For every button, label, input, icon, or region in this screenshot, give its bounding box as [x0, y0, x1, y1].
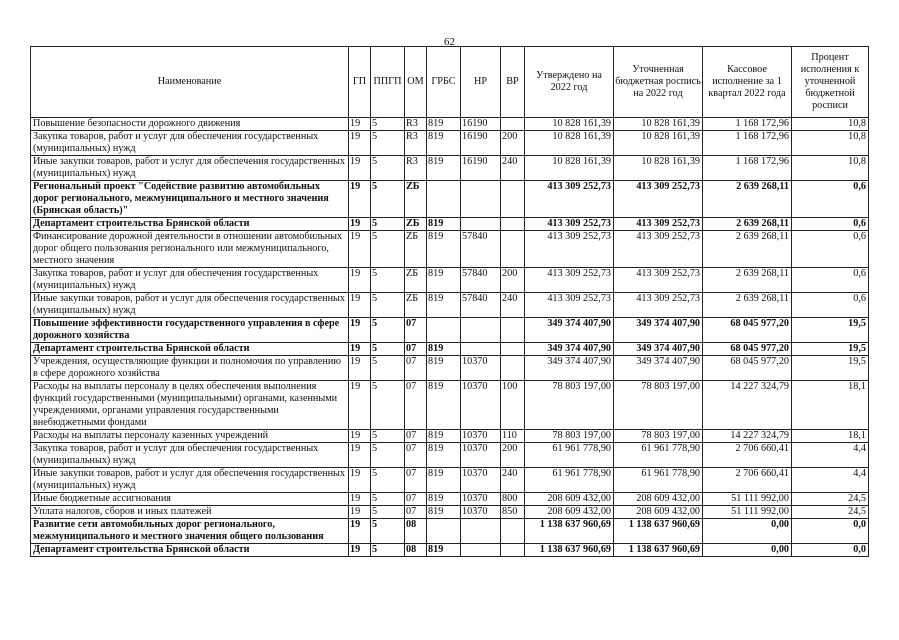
- page-number: 62: [444, 36, 455, 48]
- cell-om: 07: [405, 343, 427, 356]
- cell-vr: [501, 544, 525, 557]
- cell-ppgp: 5: [371, 430, 405, 443]
- cell-gp: 19: [349, 468, 371, 493]
- cell-refined: 413 309 252,73: [614, 218, 703, 231]
- cell-grbs: 819: [427, 493, 461, 506]
- cell-name: Расходы на выплаты персоналу в целях обеспечения выполнения функций государственными (муниципальными) органами, казенными учреждениями, органами управления государственными внебюджетными фондами: [31, 381, 349, 430]
- table-row: [31, 506, 869, 519]
- cell-cash: 2 706 660,41: [703, 443, 792, 468]
- cell-gp: 19: [349, 381, 371, 430]
- cell-ppgp: 5: [371, 356, 405, 381]
- cell-om: ZБ: [405, 293, 427, 318]
- cell-gp: 19: [349, 181, 371, 218]
- cell-percent: 0,0: [792, 544, 869, 557]
- cell-percent: 19,5: [792, 318, 869, 343]
- cell-refined: 61 961 778,90: [614, 468, 703, 493]
- cell-name: Финансирование дорожной деятельности в отношении автомобильных дорог общего пользования регионального или межмуниципального, местного значения: [31, 231, 349, 268]
- cell-name: Уплата налогов, сборов и иных платежей: [31, 506, 349, 519]
- cell-percent: 0,6: [792, 218, 869, 231]
- cell-nr: 16190: [461, 118, 501, 131]
- cell-vr: 240: [501, 468, 525, 493]
- cell-approved: 349 374 407,90: [525, 318, 614, 343]
- cell-nr: 10370: [461, 468, 501, 493]
- cell-approved: 413 309 252,73: [525, 231, 614, 268]
- cell-percent: 0,6: [792, 268, 869, 293]
- cell-gp: 19: [349, 218, 371, 231]
- cell-approved: 413 309 252,73: [525, 181, 614, 218]
- cell-name: Региональный проект "Содействие развитию автомобильных дорог регионального, межмуниципального и местного значения (Брянская область)": [31, 181, 349, 218]
- cell-cash: 1 168 172,96: [703, 118, 792, 131]
- cell-grbs: 819: [427, 131, 461, 156]
- header-grbs: ГРБС: [427, 47, 461, 118]
- cell-nr: [461, 519, 501, 544]
- cell-name: Развитие сети автомобильных дорог регионального, межмуниципального и местного значения общего пользования: [31, 519, 349, 544]
- cell-cash: 0,00: [703, 544, 792, 557]
- cell-gp: 19: [349, 231, 371, 268]
- header-ppgp: ППГП: [371, 47, 405, 118]
- table-row: [31, 156, 869, 181]
- cell-percent: 4,4: [792, 443, 869, 468]
- cell-cash: 0,00: [703, 519, 792, 544]
- header-cash: Кассовое исполнение за 1 квартал 2022 года: [703, 47, 792, 118]
- table-row: [31, 218, 869, 231]
- cell-om: R3: [405, 131, 427, 156]
- cell-grbs: 819: [427, 218, 461, 231]
- cell-gp: 19: [349, 343, 371, 356]
- cell-grbs: 819: [427, 430, 461, 443]
- table-row: [31, 519, 869, 544]
- cell-grbs: 819: [427, 356, 461, 381]
- cell-om: 07: [405, 493, 427, 506]
- cell-om: ZБ: [405, 268, 427, 293]
- cell-refined: 1 138 637 960,69: [614, 544, 703, 557]
- cell-cash: 2 706 660,41: [703, 468, 792, 493]
- cell-ppgp: 5: [371, 218, 405, 231]
- cell-vr: [501, 231, 525, 268]
- cell-cash: 2 639 268,11: [703, 218, 792, 231]
- cell-refined: 78 803 197,00: [614, 430, 703, 443]
- cell-ppgp: 5: [371, 519, 405, 544]
- cell-percent: 24,5: [792, 493, 869, 506]
- cell-ppgp: 5: [371, 118, 405, 131]
- cell-cash: 2 639 268,11: [703, 181, 792, 218]
- table-row: [31, 468, 869, 493]
- cell-grbs: 819: [427, 268, 461, 293]
- cell-om: 08: [405, 544, 427, 557]
- cell-ppgp: 5: [371, 231, 405, 268]
- cell-nr: 16190: [461, 131, 501, 156]
- cell-grbs: 819: [427, 118, 461, 131]
- cell-nr: 10370: [461, 381, 501, 430]
- cell-om: ZБ: [405, 231, 427, 268]
- cell-nr: [461, 181, 501, 218]
- table-row: [31, 544, 869, 557]
- cell-gp: 19: [349, 268, 371, 293]
- cell-nr: 57840: [461, 293, 501, 318]
- cell-om: 08: [405, 519, 427, 544]
- table-row: [31, 293, 869, 318]
- cell-refined: 10 828 161,39: [614, 131, 703, 156]
- table-body: [31, 118, 869, 557]
- cell-approved: 413 309 252,73: [525, 293, 614, 318]
- cell-nr: 16190: [461, 156, 501, 181]
- table-row: [31, 318, 869, 343]
- cell-vr: 240: [501, 156, 525, 181]
- cell-cash: 68 045 977,20: [703, 343, 792, 356]
- cell-nr: 10370: [461, 493, 501, 506]
- table-row: [31, 493, 869, 506]
- cell-ppgp: 5: [371, 506, 405, 519]
- cell-name: Иные закупки товаров, работ и услуг для обеспечения государственных (муниципальных) нужд: [31, 468, 349, 493]
- cell-vr: [501, 519, 525, 544]
- cell-percent: 10,8: [792, 156, 869, 181]
- cell-nr: [461, 318, 501, 343]
- cell-approved: 208 609 432,00: [525, 493, 614, 506]
- cell-percent: 24,5: [792, 506, 869, 519]
- cell-percent: 0,6: [792, 231, 869, 268]
- cell-ppgp: 5: [371, 293, 405, 318]
- cell-gp: 19: [349, 156, 371, 181]
- cell-ppgp: 5: [371, 268, 405, 293]
- cell-vr: [501, 343, 525, 356]
- cell-cash: 1 168 172,96: [703, 156, 792, 181]
- cell-refined: 413 309 252,73: [614, 231, 703, 268]
- table-row: [31, 443, 869, 468]
- cell-ppgp: 5: [371, 156, 405, 181]
- cell-om: 07: [405, 443, 427, 468]
- cell-gp: 19: [349, 506, 371, 519]
- cell-nr: 10370: [461, 506, 501, 519]
- table-row: [31, 231, 869, 268]
- cell-approved: 78 803 197,00: [525, 381, 614, 430]
- cell-vr: 200: [501, 131, 525, 156]
- cell-name: Департамент строительства Брянской области: [31, 218, 349, 231]
- cell-name: Иные бюджетные ассигнования: [31, 493, 349, 506]
- cell-approved: 10 828 161,39: [525, 156, 614, 181]
- cell-approved: 10 828 161,39: [525, 131, 614, 156]
- cell-nr: [461, 218, 501, 231]
- cell-vr: 200: [501, 268, 525, 293]
- cell-gp: 19: [349, 118, 371, 131]
- table-header-row: [31, 47, 869, 118]
- cell-om: ZБ: [405, 218, 427, 231]
- cell-om: 07: [405, 356, 427, 381]
- cell-name: Закупка товаров, работ и услуг для обеспечения государственных (муниципальных) нужд: [31, 443, 349, 468]
- cell-approved: 1 138 637 960,69: [525, 544, 614, 557]
- cell-refined: 10 828 161,39: [614, 118, 703, 131]
- cell-grbs: 819: [427, 343, 461, 356]
- cell-nr: 57840: [461, 268, 501, 293]
- cell-grbs: 819: [427, 293, 461, 318]
- cell-name: Закупка товаров, работ и услуг для обеспечения государственных (муниципальных) нужд: [31, 268, 349, 293]
- cell-cash: 51 111 992,00: [703, 506, 792, 519]
- cell-refined: 349 374 407,90: [614, 343, 703, 356]
- cell-grbs: [427, 181, 461, 218]
- cell-percent: 0,6: [792, 293, 869, 318]
- cell-cash: 51 111 992,00: [703, 493, 792, 506]
- cell-vr: 800: [501, 493, 525, 506]
- cell-ppgp: 5: [371, 343, 405, 356]
- cell-gp: 19: [349, 544, 371, 557]
- cell-percent: 18,1: [792, 381, 869, 430]
- cell-nr: [461, 544, 501, 557]
- cell-grbs: [427, 318, 461, 343]
- cell-gp: 19: [349, 356, 371, 381]
- cell-refined: 208 609 432,00: [614, 506, 703, 519]
- cell-ppgp: 5: [371, 381, 405, 430]
- cell-grbs: 819: [427, 443, 461, 468]
- header-vr: ВР: [501, 47, 525, 118]
- cell-percent: 0,6: [792, 181, 869, 218]
- header-approved: Утверждено на 2022 год: [525, 47, 614, 118]
- cell-percent: 4,4: [792, 468, 869, 493]
- header-refined: Уточненная бюджетная роспись на 2022 год: [614, 47, 703, 118]
- cell-refined: 413 309 252,73: [614, 181, 703, 218]
- cell-nr: 57840: [461, 231, 501, 268]
- table-row: [31, 343, 869, 356]
- cell-name: Расходы на выплаты персоналу казенных учреждений: [31, 430, 349, 443]
- cell-cash: 68 045 977,20: [703, 318, 792, 343]
- cell-gp: 19: [349, 318, 371, 343]
- cell-grbs: 819: [427, 506, 461, 519]
- header-gp: ГП: [349, 47, 371, 118]
- cell-grbs: 819: [427, 468, 461, 493]
- cell-approved: 413 309 252,73: [525, 268, 614, 293]
- cell-grbs: 819: [427, 381, 461, 430]
- cell-ppgp: 5: [371, 493, 405, 506]
- cell-refined: 349 374 407,90: [614, 318, 703, 343]
- cell-om: 07: [405, 318, 427, 343]
- cell-refined: 413 309 252,73: [614, 293, 703, 318]
- cell-grbs: 819: [427, 156, 461, 181]
- cell-approved: 10 828 161,39: [525, 118, 614, 131]
- cell-refined: 61 961 778,90: [614, 443, 703, 468]
- cell-om: 07: [405, 506, 427, 519]
- cell-gp: 19: [349, 430, 371, 443]
- cell-approved: 61 961 778,90: [525, 443, 614, 468]
- cell-approved: 208 609 432,00: [525, 506, 614, 519]
- cell-nr: [461, 343, 501, 356]
- cell-ppgp: 5: [371, 131, 405, 156]
- cell-name: Департамент строительства Брянской области: [31, 343, 349, 356]
- cell-om: 07: [405, 381, 427, 430]
- cell-percent: 19,5: [792, 356, 869, 381]
- cell-approved: 78 803 197,00: [525, 430, 614, 443]
- cell-vr: 100: [501, 381, 525, 430]
- cell-vr: [501, 118, 525, 131]
- cell-approved: 349 374 407,90: [525, 343, 614, 356]
- cell-om: ZБ: [405, 181, 427, 218]
- cell-approved: 1 138 637 960,69: [525, 519, 614, 544]
- cell-vr: 110: [501, 430, 525, 443]
- table-row: [31, 268, 869, 293]
- cell-approved: 61 961 778,90: [525, 468, 614, 493]
- cell-vr: 200: [501, 443, 525, 468]
- cell-vr: 850: [501, 506, 525, 519]
- cell-refined: 413 309 252,73: [614, 268, 703, 293]
- cell-om: 07: [405, 468, 427, 493]
- cell-approved: 349 374 407,90: [525, 356, 614, 381]
- cell-gp: 19: [349, 131, 371, 156]
- table-row: [31, 430, 869, 443]
- header-om: ОМ: [405, 47, 427, 118]
- cell-gp: 19: [349, 519, 371, 544]
- cell-ppgp: 5: [371, 544, 405, 557]
- cell-cash: 14 227 324,79: [703, 430, 792, 443]
- cell-refined: 1 138 637 960,69: [614, 519, 703, 544]
- cell-om: R3: [405, 118, 427, 131]
- cell-refined: 10 828 161,39: [614, 156, 703, 181]
- cell-cash: 14 227 324,79: [703, 381, 792, 430]
- cell-name: Закупка товаров, работ и услуг для обеспечения государственных (муниципальных) нужд: [31, 131, 349, 156]
- header-percent: Процент исполнения к уточненной бюджетной росписи: [792, 47, 869, 118]
- cell-nr: 10370: [461, 430, 501, 443]
- table-row: [31, 118, 869, 131]
- cell-percent: 0,0: [792, 519, 869, 544]
- table-row: [31, 356, 869, 381]
- cell-ppgp: 5: [371, 468, 405, 493]
- cell-grbs: [427, 519, 461, 544]
- cell-percent: 10,8: [792, 118, 869, 131]
- budget-table: [30, 46, 869, 557]
- table-row: [31, 181, 869, 218]
- table-row: [31, 381, 869, 430]
- cell-approved: 413 309 252,73: [525, 218, 614, 231]
- cell-gp: 19: [349, 293, 371, 318]
- cell-ppgp: 5: [371, 318, 405, 343]
- cell-name: Иные закупки товаров, работ и услуг для обеспечения государственных (муниципальных) нужд: [31, 293, 349, 318]
- cell-ppgp: 5: [371, 443, 405, 468]
- cell-grbs: 819: [427, 231, 461, 268]
- cell-cash: 2 639 268,11: [703, 231, 792, 268]
- cell-om: 07: [405, 430, 427, 443]
- cell-refined: 349 374 407,90: [614, 356, 703, 381]
- cell-vr: [501, 356, 525, 381]
- cell-percent: 18,1: [792, 430, 869, 443]
- cell-name: Повышение безопасности дорожного движения: [31, 118, 349, 131]
- cell-vr: 240: [501, 293, 525, 318]
- cell-nr: 10370: [461, 356, 501, 381]
- cell-gp: 19: [349, 443, 371, 468]
- cell-name: Иные закупки товаров, работ и услуг для обеспечения государственных (муниципальных) нужд: [31, 156, 349, 181]
- cell-grbs: 819: [427, 544, 461, 557]
- cell-om: R3: [405, 156, 427, 181]
- cell-vr: [501, 218, 525, 231]
- cell-vr: [501, 318, 525, 343]
- table-row: [31, 131, 869, 156]
- cell-cash: 1 168 172,96: [703, 131, 792, 156]
- cell-cash: 2 639 268,11: [703, 268, 792, 293]
- cell-name: Департамент строительства Брянской области: [31, 544, 349, 557]
- header-nr: НР: [461, 47, 501, 118]
- cell-name: Повышение эффективности государственного управления в сфере дорожного хозяйства: [31, 318, 349, 343]
- cell-percent: 19,5: [792, 343, 869, 356]
- cell-vr: [501, 181, 525, 218]
- cell-nr: 10370: [461, 443, 501, 468]
- cell-cash: 2 639 268,11: [703, 293, 792, 318]
- cell-gp: 19: [349, 493, 371, 506]
- cell-percent: 10,8: [792, 131, 869, 156]
- cell-cash: 68 045 977,20: [703, 356, 792, 381]
- cell-ppgp: 5: [371, 181, 405, 218]
- header-name: Наименование: [31, 47, 349, 118]
- cell-name: Учреждения, осуществляющие функции и полномочия по управлению в сфере дорожного хозяйства: [31, 356, 349, 381]
- cell-refined: 208 609 432,00: [614, 493, 703, 506]
- cell-refined: 78 803 197,00: [614, 381, 703, 430]
